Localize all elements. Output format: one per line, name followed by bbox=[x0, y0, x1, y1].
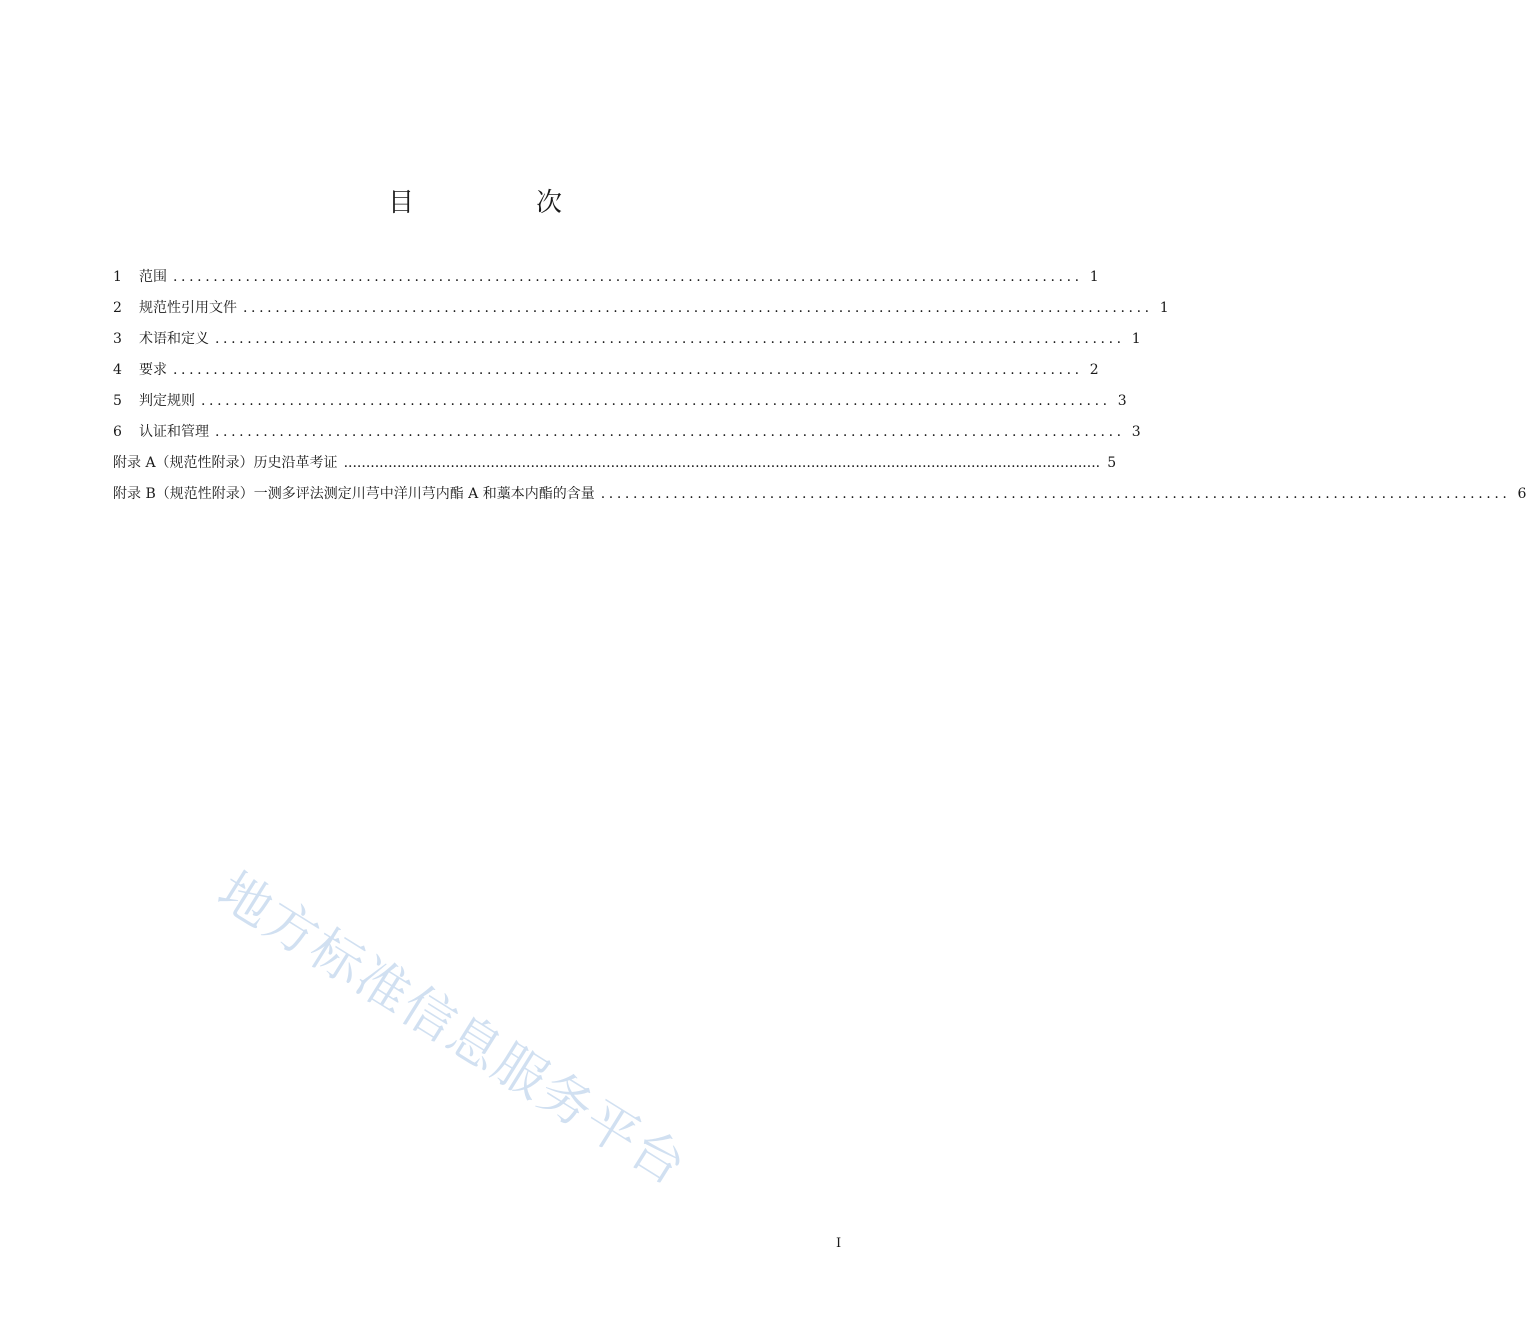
toc-entry-1[interactable] bbox=[113, 266, 1099, 297]
toc-dot-leader: ................................................................................................................. bbox=[173, 362, 1083, 378]
toc-entry-label: 判定规则 bbox=[139, 393, 195, 409]
toc-entry-number: 2 bbox=[113, 300, 122, 316]
toc-entry-appendix-b[interactable] bbox=[113, 483, 1526, 514]
toc-entry-page: 1 bbox=[1159, 300, 1169, 316]
toc-entry-page: 1 bbox=[1131, 331, 1141, 347]
toc-dot-leader: ................................................................................................................. bbox=[173, 269, 1083, 285]
watermark-text: 地方标准信息服务平台 bbox=[207, 861, 698, 1199]
toc-entry-page: 2 bbox=[1089, 362, 1099, 378]
toc-entry-number: 5 bbox=[113, 393, 122, 409]
table-of-contents bbox=[113, 266, 1526, 514]
toc-entry-number: 1 bbox=[113, 269, 122, 285]
toc-entry-4[interactable] bbox=[113, 359, 1099, 390]
toc-entry-label: 认证和管理 bbox=[139, 424, 209, 440]
toc-entry-number: 6 bbox=[113, 424, 122, 440]
toc-entry-number: 3 bbox=[113, 331, 122, 347]
toc-entry-label: 附录 A（规范性附录）历史沿革考证 bbox=[113, 455, 338, 471]
toc-entry-label: 要求 bbox=[139, 362, 167, 378]
toc-entry-number: 4 bbox=[113, 362, 122, 378]
toc-entry-page: 5 bbox=[1107, 455, 1117, 471]
toc-dot-leader: ................................................................................................................. bbox=[600, 486, 1511, 502]
toc-entry-page: 1 bbox=[1089, 269, 1099, 285]
toc-entry-6[interactable] bbox=[113, 421, 1141, 452]
toc-entry-5[interactable] bbox=[113, 390, 1127, 421]
toc-entry-label: 术语和定义 bbox=[139, 331, 209, 347]
toc-entry-appendix-a[interactable] bbox=[113, 452, 1117, 483]
toc-entry-label: 附录 B（规范性附录）一测多评法测定川芎中洋川芎内酯 A 和藁本内酯的含量 bbox=[113, 486, 595, 502]
toc-dot-leader: ................................................................................................................. bbox=[215, 424, 1125, 440]
toc-entry-3[interactable] bbox=[113, 328, 1141, 359]
toc-entry-page: 6 bbox=[1517, 486, 1526, 502]
toc-dot-leader: ................................................................................................................. bbox=[215, 331, 1125, 347]
toc-entry-label: 规范性引用文件 bbox=[139, 300, 237, 316]
page-title: 目 次 bbox=[387, 188, 610, 218]
toc-entry-label: 范围 bbox=[139, 269, 167, 285]
toc-entry-page: 3 bbox=[1117, 393, 1127, 409]
page-number: I bbox=[836, 1236, 842, 1251]
toc-entry-2[interactable] bbox=[113, 297, 1169, 328]
toc-dot-leader: .......................................................................................................................................................................... bbox=[343, 455, 1101, 471]
toc-entry-page: 3 bbox=[1131, 424, 1141, 440]
toc-dot-leader: ................................................................................................................. bbox=[201, 393, 1111, 409]
toc-dot-leader: ................................................................................................................. bbox=[243, 300, 1153, 316]
